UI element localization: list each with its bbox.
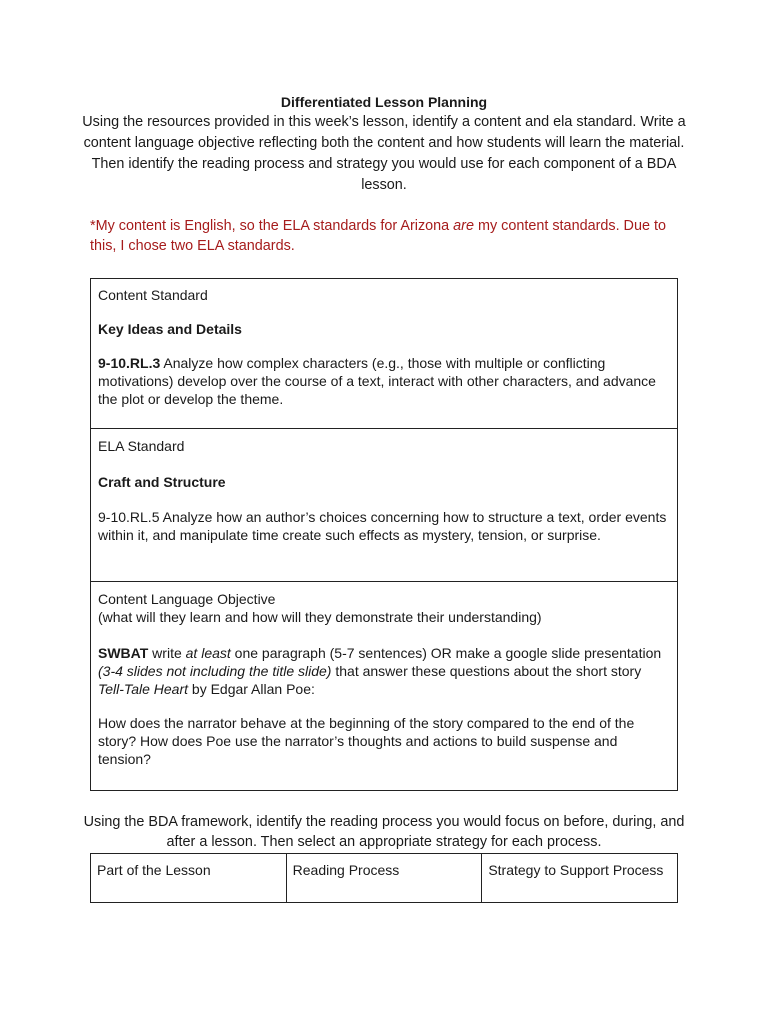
objective-text-3: that answer these questions about the short story <box>331 663 642 679</box>
content-standard-label: Content Standard <box>98 287 208 303</box>
note-text-1: *My content is English, so the ELA standards for Arizona <box>90 218 454 234</box>
bda-header-strategy: Strategy to Support Process <box>482 854 678 903</box>
content-standard-heading: Key Ideas and Details <box>98 321 242 337</box>
content-standard-body <box>98 354 670 408</box>
content-note <box>90 216 690 256</box>
objective-text-2: one paragraph (5-7 sentences) OR make a google slide presentation <box>230 645 662 661</box>
objective-label: Content Language Objective <box>98 591 276 607</box>
instructions-paragraph: Using the resources provided in this week’s lesson, identify a content and ela standard. Write a content language objective reflecting both the content and how students will learn the material. Then identify the reading process and strategy you would use for each component of a BDA lesson. <box>82 114 686 193</box>
content-standard-section <box>91 279 677 429</box>
objective-text-1: write <box>148 645 186 661</box>
story-title: Tell-Tale Heart <box>98 681 189 697</box>
bda-table <box>90 853 678 903</box>
objective-section <box>91 582 677 790</box>
objective-text-4: by Edgar Allan Poe: <box>188 681 315 697</box>
bda-header-process: Reading Process <box>286 854 482 903</box>
content-standard-code: 9-10.RL.3 <box>98 355 161 371</box>
content-standard-text: Analyze how complex characters (e.g., those with multiple or conflicting motivations) develop over the course of a text, interact with other characters, and advance the plot or develop the theme. <box>98 355 656 407</box>
document-title: Differentiated Lesson Planning <box>280 94 488 110</box>
bda-header-part: Part of the Lesson <box>91 854 287 903</box>
note-emphasis: are <box>453 218 474 234</box>
standards-table <box>90 278 678 791</box>
swbat-label: SWBAT <box>98 645 149 661</box>
objective-emphasis-1: at least <box>185 645 231 661</box>
bda-header-row <box>91 854 678 903</box>
objective-text <box>98 644 670 698</box>
objective-sublabel: (what will they learn and how will they demonstrate their understanding) <box>98 609 542 625</box>
ela-standard-section <box>91 429 677 582</box>
objective-questions: How does the narrator behave at the beginning of the story compared to the end of the story? How does Poe use the narrator’s thoughts and actions to build suspense and tension? <box>98 715 635 767</box>
objective-emphasis-2: (3-4 slides not including the title slide) <box>98 663 332 679</box>
ela-standard-heading: Craft and Structure <box>98 474 226 490</box>
note-text-2: my content standards. Due to this, I chose two ELA standards. <box>90 218 666 254</box>
ela-standard-label: ELA Standard <box>98 438 185 454</box>
ela-standard-text: 9-10.RL.5 Analyze how an author’s choices concerning how to structure a text, order events within it, and manipulate time create such effects as mystery, tension, or surprise. <box>98 509 667 543</box>
bda-instructions: Using the BDA framework, identify the reading process you would focus on before, during, and after a lesson. Then select an appropriate strategy for each process. <box>83 814 685 850</box>
